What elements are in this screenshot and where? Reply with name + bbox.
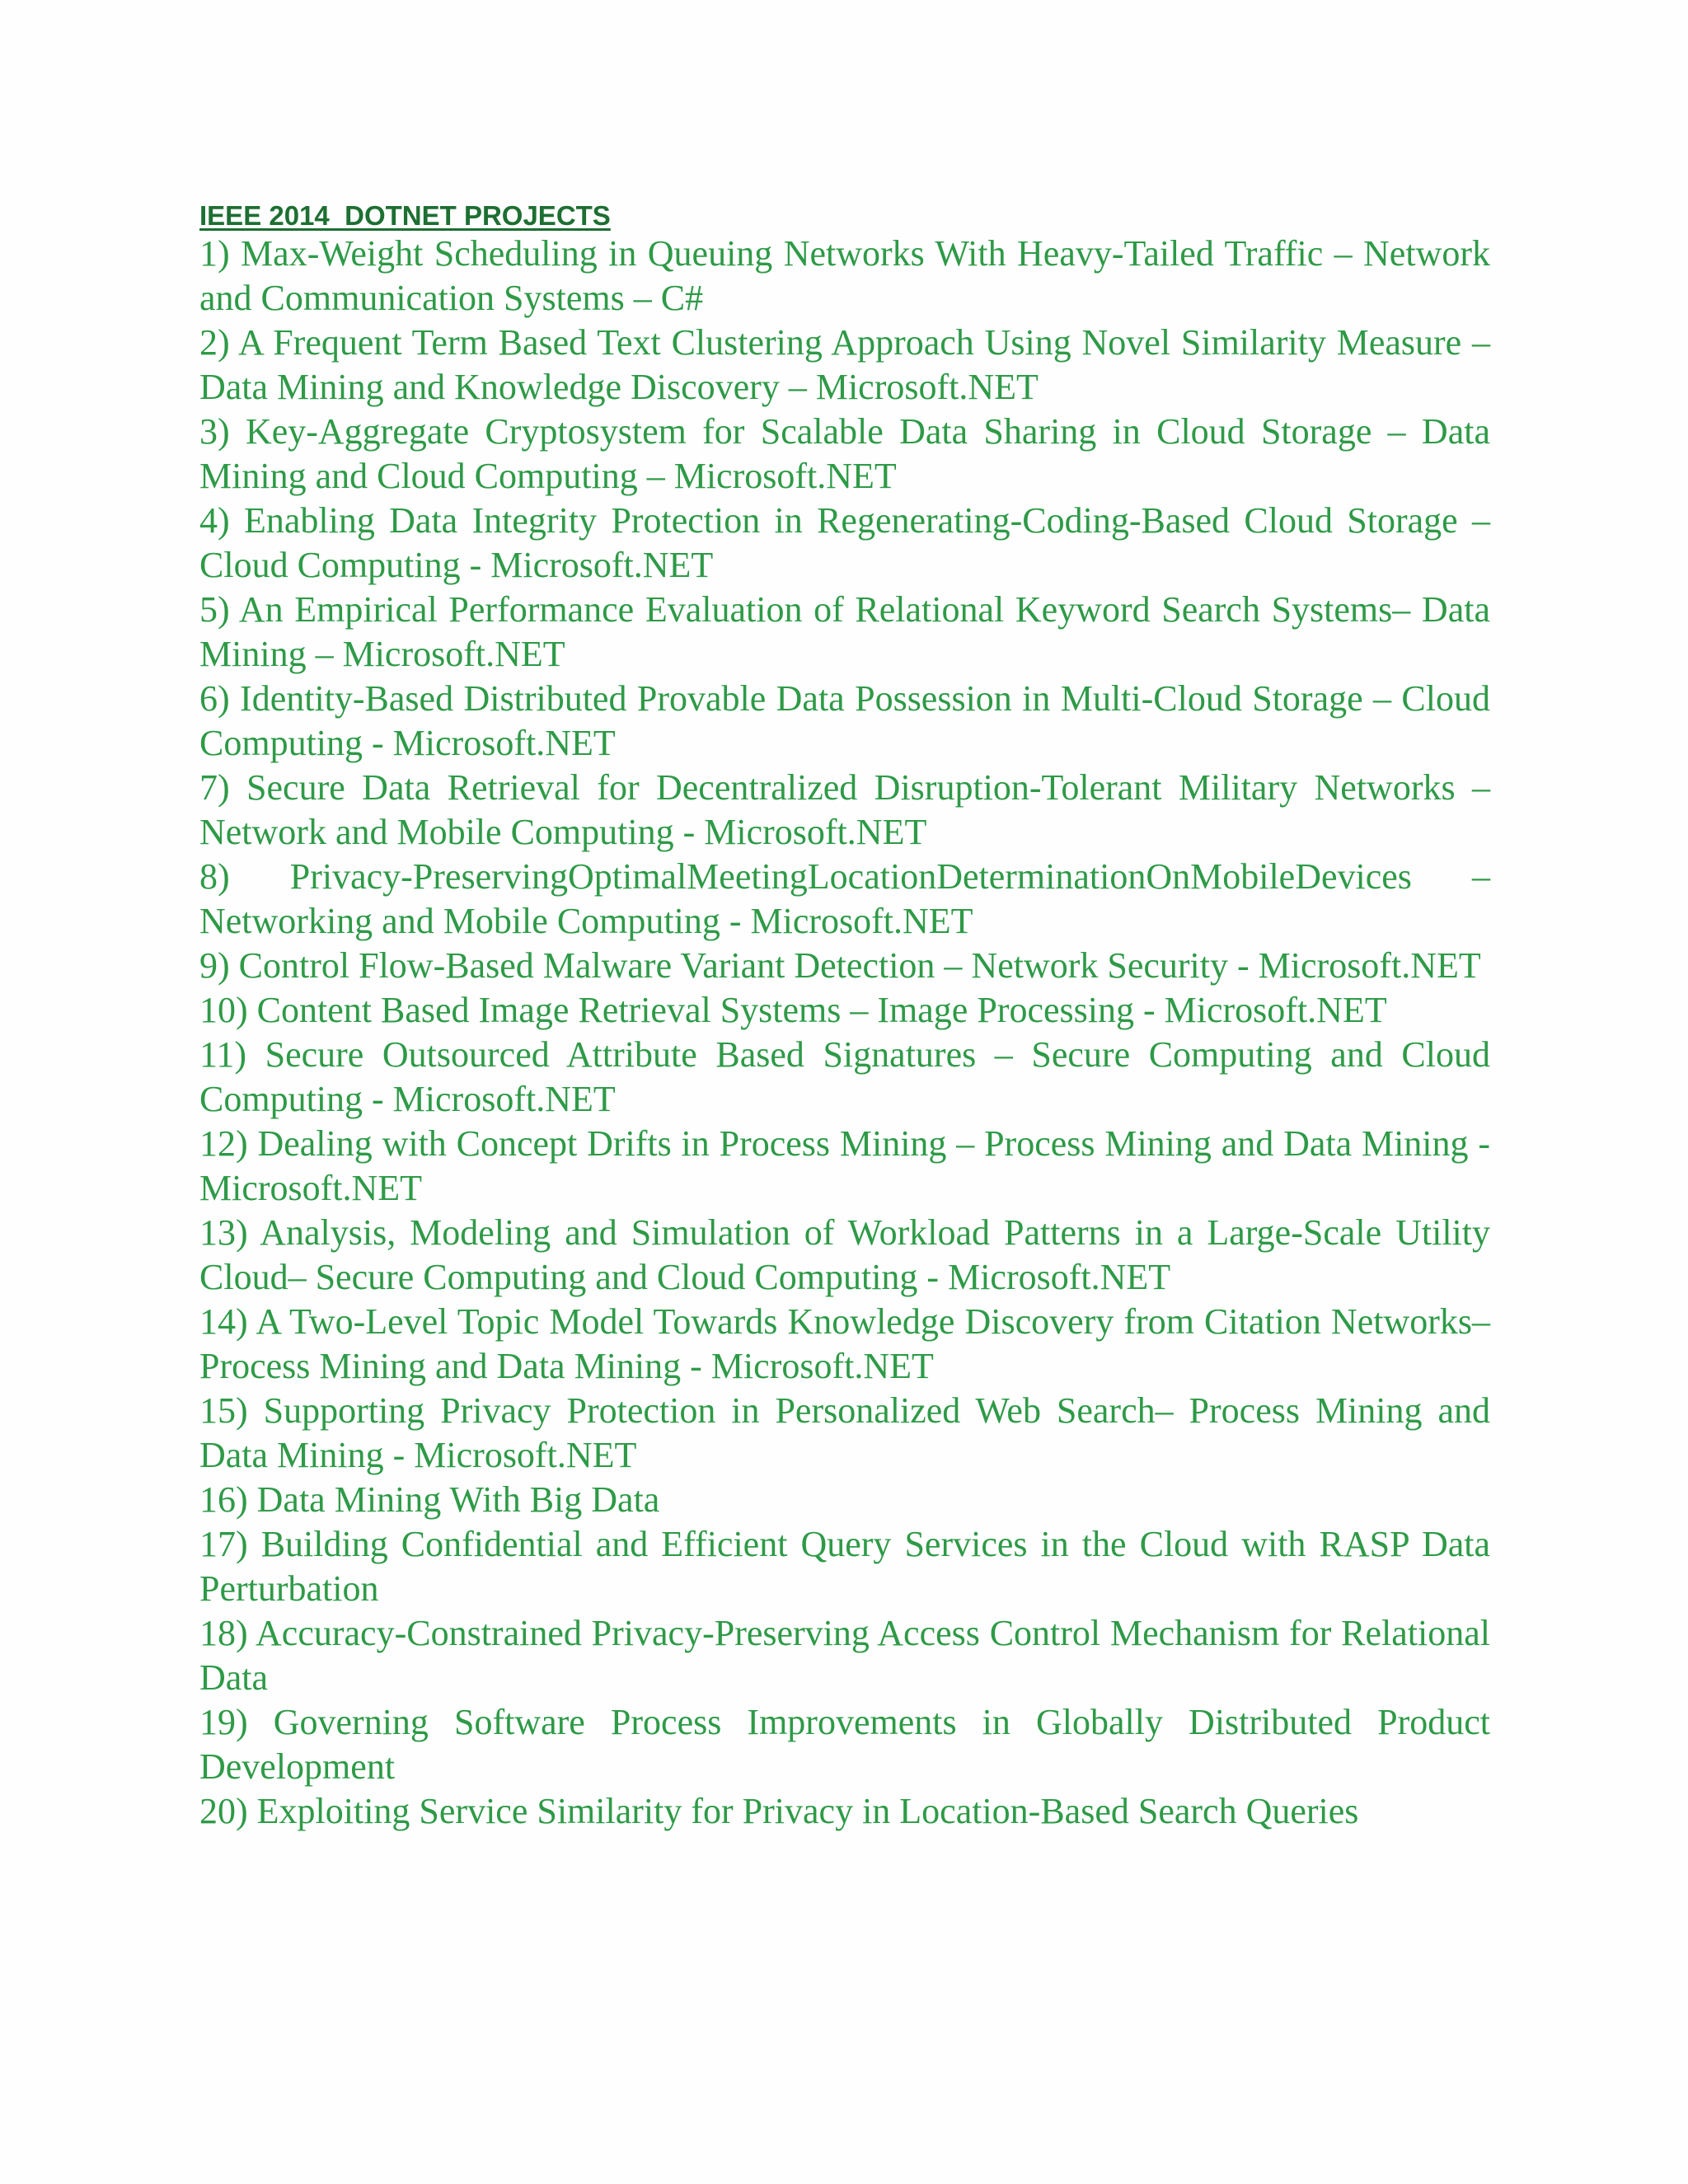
project-item: 10) Content Based Image Retrieval Systems – Image Processing - Microsoft.NET — [199, 990, 1387, 1030]
project-item: 18) Accuracy-Constrained Privacy-Preserving Access Control Mechanism for Relational Data — [199, 1613, 1490, 1698]
project-item: 9) Control Flow-Based Malware Variant Detection – Network Security - Microsoft.NET — [199, 945, 1481, 986]
project-item: 6) Identity-Based Distributed Provable Data Possession in Multi-Cloud Storage – Cloud Computing - Microsoft.NET — [199, 678, 1490, 763]
document-heading: IEEE 2014 DOTNET PROJECTS — [199, 200, 611, 231]
project-item: 7) Secure Data Retrieval for Decentralized Disruption-Tolerant Military Networks – Network and Mobile Computing - Microsoft.NET — [199, 767, 1490, 852]
project-item: 16) Data Mining With Big Data — [199, 1479, 660, 1520]
project-list — [199, 232, 1490, 1834]
project-item: 4) Enabling Data Integrity Protection in Regenerating-Coding-Based Cloud Storage – Cloud Computing - Microsoft.NET — [199, 500, 1490, 585]
project-item: 13) Analysis, Modeling and Simulation of Workload Patterns in a Large-Scale Utility Cloud– Secure Computing and Cloud Computing - Microsoft.NET — [199, 1212, 1490, 1297]
project-item: 8) Privacy-PreservingOptimalMeetingLocationDeterminationOnMobileDevices – Networking and Mobile Computing - Microsoft.NET — [199, 856, 1490, 941]
document-page — [199, 200, 1490, 1834]
project-item: 5) An Empirical Performance Evaluation of Relational Keyword Search Systems– Data Mining – Microsoft.NET — [199, 589, 1490, 674]
project-item: 15) Supporting Privacy Protection in Personalized Web Search– Process Mining and Data Mining - Microsoft.NET — [199, 1390, 1490, 1475]
project-item: 3) Key-Aggregate Cryptosystem for Scalable Data Sharing in Cloud Storage – Data Mining and Cloud Computing – Microsoft.NET — [199, 411, 1490, 496]
project-item: 14) A Two-Level Topic Model Towards Knowledge Discovery from Citation Networks– Process Mining and Data Mining - Microsoft.NET — [199, 1301, 1490, 1386]
project-item: 11) Secure Outsourced Attribute Based Signatures – Secure Computing and Cloud Computing - Microsoft.NET — [199, 1034, 1490, 1119]
project-item: 12) Dealing with Concept Drifts in Process Mining – Process Mining and Data Mining - Microsoft.NET — [199, 1123, 1490, 1208]
project-item: 2) A Frequent Term Based Text Clustering Approach Using Novel Similarity Measure – Data Mining and Knowledge Discovery – Microsoft.NET — [199, 322, 1490, 407]
project-item: 19) Governing Software Process Improvements in Globally Distributed Product Development — [199, 1702, 1490, 1787]
project-item: 17) Building Confidential and Efficient Query Services in the Cloud with RASP Data Perturbation — [199, 1524, 1490, 1609]
project-item: 1) Max-Weight Scheduling in Queuing Networks With Heavy-Tailed Traffic – Network and Communication Systems – C# — [199, 233, 1490, 318]
project-item: 20) Exploiting Service Similarity for Privacy in Location-Based Search Queries — [199, 1791, 1359, 1831]
